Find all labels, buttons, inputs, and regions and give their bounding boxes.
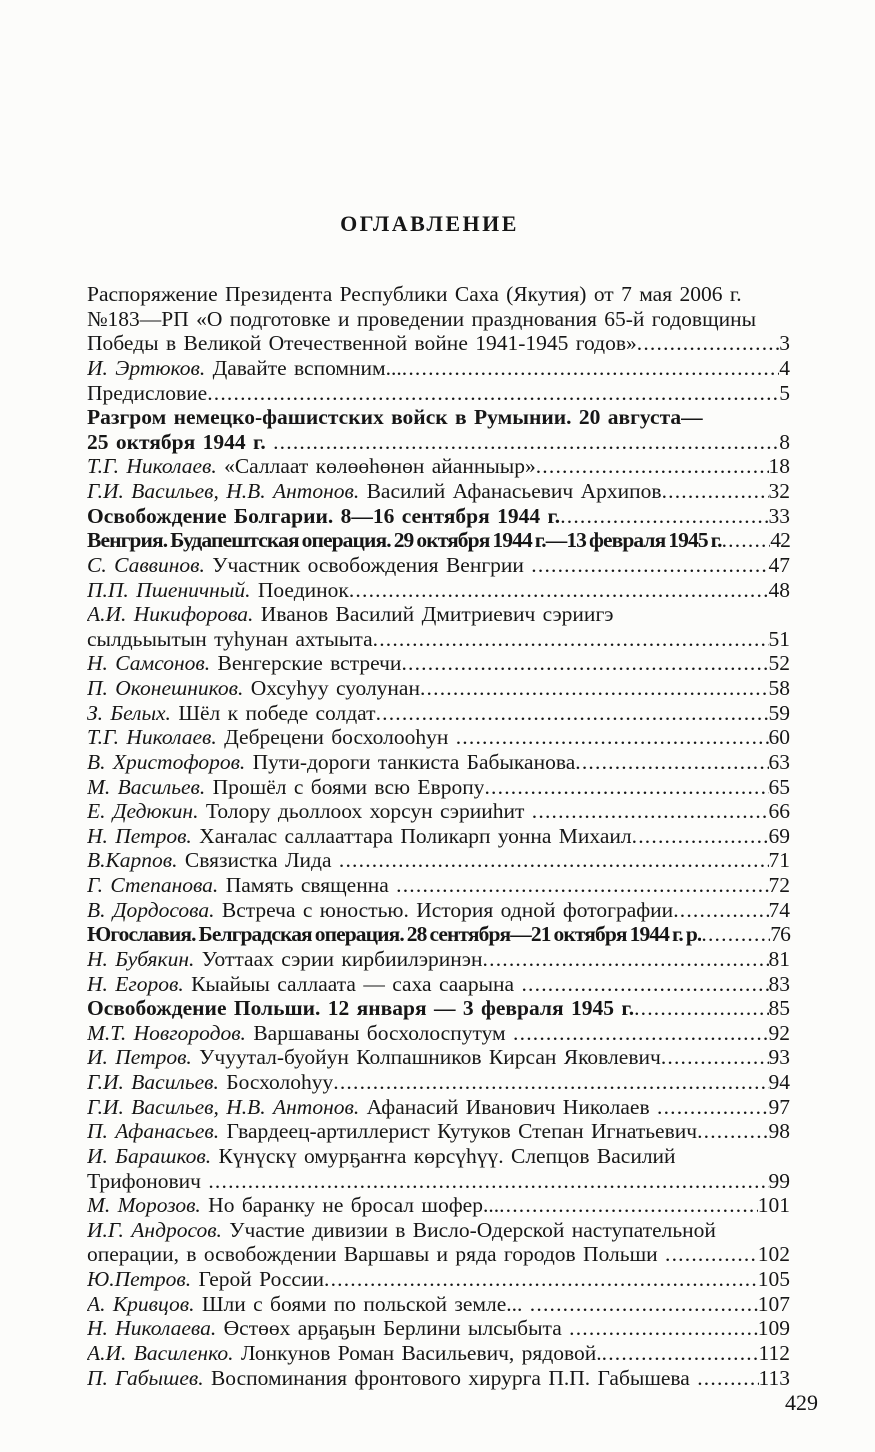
page-ref: 3 — [779, 331, 790, 356]
entry-title: Дебрецени босхолооһун — [216, 725, 456, 750]
page-ref: 66 — [768, 799, 790, 824]
page-title: ОГЛАВЛЕНИЕ — [340, 211, 519, 236]
toc-row — [87, 1341, 790, 1366]
entry-title: Давайте вспомним... — [205, 355, 402, 380]
dot-leader — [657, 1095, 769, 1120]
entry-title: Учуутал-буойун Колпашников Кирсан Яковлевич — [191, 1045, 661, 1070]
dot-leader — [208, 1169, 768, 1194]
dot-leader — [376, 701, 769, 726]
page-ref: 92 — [768, 1020, 790, 1045]
toc-row — [87, 479, 790, 504]
toc-row — [87, 898, 790, 923]
page-ref: 113 — [758, 1365, 790, 1390]
page-ref: 32 — [768, 479, 790, 503]
entry-author: Г.И. Васильев, Н.В. Антонов. — [87, 1094, 360, 1119]
entry-section-heading: Разгром немецко-фашистских войск в Румынии. 20 августа— — [87, 405, 703, 430]
page-ref: 5 — [779, 380, 790, 405]
toc-row — [87, 1070, 790, 1095]
entry-author: П. Афанасьев. — [87, 1119, 220, 1144]
page-ref: 85 — [768, 996, 790, 1021]
entry-author: В. Дордосова. — [87, 897, 215, 922]
toc-row — [87, 750, 790, 775]
entry-author: Г.И. Васильев. — [87, 1070, 219, 1094]
toc-row — [87, 627, 790, 652]
toc-entry-text — [87, 799, 532, 824]
entry-author: М. Морозов. — [87, 1193, 201, 1218]
dot-leader — [531, 553, 768, 578]
page-ref: 42 — [770, 528, 790, 553]
toc-row — [87, 381, 790, 406]
toc-row — [87, 972, 790, 997]
dot-leader — [333, 1070, 768, 1095]
toc-entry-text — [87, 1267, 324, 1292]
entry-title: Трифонович — [87, 1168, 209, 1193]
entry-title: Уоттаах сэрии кирбиилэринэн — [194, 946, 483, 971]
toc-entry-text — [87, 947, 483, 972]
page-ref: 83 — [768, 971, 790, 996]
entry-title: Герой России — [191, 1267, 324, 1291]
page-ref: 93 — [768, 1045, 790, 1070]
page-ref: 98 — [768, 1119, 790, 1144]
dot-leader — [701, 922, 770, 947]
entry-author: И.Г. Андросов. — [87, 1217, 222, 1242]
entry-author: З. Белых. — [87, 700, 171, 725]
toc-row — [87, 331, 790, 356]
dot-leader — [575, 750, 768, 775]
page-ref: 71 — [768, 848, 790, 873]
toc-entry-text — [87, 282, 742, 307]
toc-entry-text — [87, 1292, 530, 1317]
toc-entry-text — [87, 1119, 697, 1144]
dot-leader — [602, 1341, 759, 1366]
toc-entry-text — [87, 1021, 513, 1046]
page-ref: 107 — [757, 1291, 790, 1316]
entry-author: П.П. Пшеничный. — [87, 577, 251, 602]
entry-author: М.Т. Новгородов. — [87, 1020, 246, 1045]
dot-leader — [530, 1292, 758, 1317]
toc-entry-text — [87, 701, 376, 726]
table-of-contents — [87, 282, 790, 1390]
dot-leader — [662, 479, 769, 504]
toc-row — [87, 504, 790, 529]
entry-title: №183—РП «О подготовке и проведении празднования 65-й годовщины — [87, 306, 757, 331]
page-ref: 58 — [768, 676, 790, 700]
entry-title: сылдьыытын туһунан ахтыыта — [87, 626, 373, 651]
dot-leader — [420, 676, 769, 701]
page-ref: 60 — [768, 725, 790, 750]
toc-entry-text — [87, 381, 207, 406]
entry-section-heading: Венгрия. Будапештская операция. 29 октября 1944 г.—13 февраля 1945 г. — [87, 528, 722, 553]
toc-row — [87, 1095, 790, 1120]
entry-title: Афанасий Иванович Николаев — [359, 1094, 657, 1119]
entry-title: Лонкунов Роман Васильевич, рядовой. — [233, 1340, 602, 1365]
toc-entry-text — [87, 430, 273, 455]
toc-entry-text — [87, 848, 339, 873]
entry-title: Но баранку не бросал шофер... — [200, 1193, 500, 1218]
page-ref: 74 — [768, 897, 790, 922]
page-ref: 105 — [757, 1267, 790, 1291]
entry-title: Победы в Великой Отечественной войне 1941-1945 годов» — [87, 331, 637, 356]
toc-entry-text — [87, 528, 722, 553]
entry-title: Пути-дороги танкиста Бабыканова — [245, 749, 576, 774]
dot-leader — [324, 1267, 758, 1292]
page-ref: 8 — [779, 429, 790, 454]
toc-row — [87, 454, 790, 479]
toc-row — [87, 307, 790, 332]
toc-entry-text — [87, 602, 613, 627]
entry-author: Ю.Петров. — [87, 1267, 192, 1291]
toc-row — [87, 824, 790, 849]
dot-leader — [532, 799, 769, 824]
toc-row — [87, 1366, 790, 1391]
entry-author: Г. Степанова. — [87, 873, 219, 897]
toc-entry-text — [87, 676, 420, 701]
toc-entry-text — [87, 996, 634, 1021]
entry-title: Хаҥалас саллааттара Поликарп уонна Михаил — [191, 823, 632, 848]
toc-row — [87, 1144, 790, 1169]
entry-title: операции, в освобождении Варшавы и ряда городов Польши — [87, 1242, 666, 1267]
entry-author: Н. Егоров. — [87, 971, 184, 996]
entry-author: Н. Самсонов. — [87, 651, 211, 676]
toc-entry-text — [87, 356, 402, 381]
folio-page-number: 429 — [785, 1390, 818, 1415]
dot-leader — [560, 504, 768, 529]
dot-leader — [637, 331, 779, 356]
dot-leader — [401, 651, 768, 676]
entry-author: Г.И. Васильев, Н.В. Антонов. — [87, 479, 360, 503]
toc-row — [87, 602, 790, 627]
dot-leader — [396, 873, 768, 898]
dot-leader — [456, 725, 769, 750]
page-ref: 51 — [768, 626, 790, 651]
toc-row — [87, 282, 790, 307]
entry-author: Т.Г. Николаев. — [87, 454, 217, 479]
toc-row — [87, 701, 790, 726]
toc-entry-text — [87, 405, 703, 430]
entry-author: Е. Дедюкин. — [87, 799, 199, 824]
page-ref: 63 — [768, 749, 790, 774]
page-ref: 65 — [768, 774, 790, 799]
page-ref: 47 — [768, 552, 790, 577]
page-ref: 4 — [779, 355, 790, 380]
entry-title: Варшаваны босхолоспутум — [245, 1020, 514, 1045]
toc-entry-text — [87, 750, 575, 775]
toc-entry-text — [87, 1095, 657, 1120]
entry-section-heading: 25 октября 1944 г. — [87, 429, 274, 454]
dot-leader — [665, 1242, 758, 1267]
entry-author: И. Эртюков. — [87, 355, 206, 380]
page-ref: 102 — [757, 1242, 790, 1267]
toc-row — [87, 1267, 790, 1292]
page-ref: 76 — [770, 922, 790, 947]
entry-title: Участник освобождения Венгрии — [204, 552, 532, 577]
entry-author: Н. Бубякин. — [87, 946, 195, 971]
toc-entry-text — [87, 1316, 569, 1341]
page-ref: 18 — [768, 454, 790, 479]
toc-entry-text — [87, 479, 662, 504]
toc-row — [87, 1242, 790, 1267]
toc-row — [87, 996, 790, 1021]
dot-leader — [661, 1045, 769, 1070]
entry-title: Шли с боями по польской земле... — [194, 1291, 530, 1316]
entry-section-heading: Освобождение Болгарии. 8—16 сентября 1944 г. — [87, 503, 561, 528]
entry-title: Гвардеец-артиллерист Кутуков Степан Игнатьевич — [219, 1119, 698, 1144]
entry-title: Босхолоһуу — [218, 1070, 334, 1094]
entry-title: Кыайыы саллаата — саха саарына — [183, 971, 522, 996]
entry-title: Охсуһуу суолунан — [243, 676, 420, 700]
page-ref: 72 — [768, 873, 790, 897]
entry-title: Распоряжение Президента Республики Саха (Якутия) от 7 мая 2006 г. — [87, 282, 742, 306]
toc-entry-text — [87, 873, 396, 898]
dot-leader — [207, 381, 779, 406]
toc-entry-text — [87, 627, 373, 652]
dot-leader — [536, 454, 769, 479]
entry-title: Связистка Лида — [177, 848, 339, 873]
toc-entry-text — [87, 922, 701, 947]
page-ref: 94 — [768, 1070, 790, 1094]
entry-author: И. Петров. — [87, 1045, 192, 1070]
toc-entry-text — [87, 1218, 716, 1243]
toc-row — [87, 651, 790, 676]
toc-row — [87, 676, 790, 701]
toc-entry-text — [87, 553, 531, 578]
toc-entry-text — [87, 972, 521, 997]
page-ref: 81 — [768, 946, 790, 971]
toc-entry-text — [87, 307, 756, 332]
dot-leader — [273, 430, 779, 455]
entry-title: Память священна — [218, 873, 397, 897]
entry-section-heading: Югославия. Белградская операция. 28 сентября—21 октября 1944 г. р. — [87, 922, 702, 947]
entry-author: М. Васильев. — [87, 774, 206, 799]
dot-leader — [722, 528, 771, 553]
page-ref: 59 — [768, 700, 790, 725]
toc-row — [87, 725, 790, 750]
dot-leader — [483, 947, 769, 972]
toc-row — [87, 430, 790, 455]
dot-leader — [339, 848, 769, 873]
toc-row — [87, 356, 790, 381]
toc-row — [87, 1316, 790, 1341]
entry-author: Н. Петров. — [87, 823, 192, 848]
toc-entry-text — [87, 1144, 676, 1169]
toc-row — [87, 1119, 790, 1144]
toc-row — [87, 873, 790, 898]
entry-title: Өстөөх арҕаҕын Берлини ылсыбыта — [216, 1316, 570, 1341]
toc-entry-text — [87, 578, 349, 603]
entry-author: С. Саввинов. — [87, 552, 205, 577]
dot-leader — [484, 775, 768, 800]
toc-entry-text — [87, 504, 560, 529]
toc-row — [87, 1021, 790, 1046]
entry-author: А.И. Никифорова. — [87, 602, 254, 627]
page-ref: 101 — [757, 1193, 790, 1218]
entry-author: А.И. Василенко. — [87, 1340, 234, 1365]
toc-row — [87, 1193, 790, 1218]
dot-leader — [373, 627, 769, 652]
entry-title: Василий Афанасьевич Архипов — [359, 479, 662, 503]
entry-title: Иванов Василий Дмитриевич сэриигэ — [253, 602, 614, 627]
entry-author: А. Кривцов. — [87, 1291, 195, 1316]
toc-row — [87, 1045, 790, 1070]
dot-leader — [569, 1316, 758, 1341]
toc-entry-text — [87, 1169, 208, 1194]
entry-title: Венгерские встречи — [210, 651, 402, 676]
toc-row — [87, 775, 790, 800]
entry-title: Прошёл с боями всю Европу — [205, 774, 485, 799]
entry-title: Толору дьоллоох хорсун сэрииһит — [198, 799, 532, 824]
dot-leader — [697, 1366, 758, 1391]
toc-row — [87, 947, 790, 972]
toc-entry-text — [87, 1341, 602, 1366]
entry-title: Поединок — [250, 577, 349, 602]
entry-title: Күнүскү омурҕаҥҥа көрсүһүү. Слепцов Василий — [211, 1143, 676, 1168]
entry-title: Участие дивизии в Висло-Одерской наступательной — [221, 1217, 716, 1242]
toc-row — [87, 848, 790, 873]
toc-entry-text — [87, 824, 632, 849]
dot-leader — [673, 898, 768, 923]
entry-author: И. Барашков. — [87, 1143, 212, 1168]
entry-title: «Саллаат көлөөһөнөн айанныыр» — [216, 454, 536, 479]
toc-entry-text — [87, 725, 456, 750]
entry-author: Т.Г. Николаев. — [87, 725, 217, 750]
page-ref: 48 — [768, 577, 790, 602]
toc-entry-text — [87, 651, 401, 676]
entry-author: В.Карпов. — [87, 848, 178, 873]
dot-leader — [513, 1021, 768, 1046]
toc-entry-text — [87, 1070, 333, 1095]
page-ref: 109 — [757, 1316, 790, 1341]
toc-row — [87, 578, 790, 603]
toc-row — [87, 1218, 790, 1243]
toc-entry-text — [87, 1045, 661, 1070]
dot-leader — [521, 972, 768, 997]
dot-leader — [499, 1193, 758, 1218]
page-ref: 112 — [758, 1340, 790, 1365]
entry-author: П. Оконешников. — [87, 676, 244, 700]
toc-entry-text — [87, 775, 484, 800]
page-ref: 52 — [768, 651, 790, 676]
toc-entry-text — [87, 1366, 697, 1391]
page-ref: 33 — [768, 503, 790, 528]
toc-row — [87, 553, 790, 578]
dot-leader — [632, 824, 769, 849]
toc-entry-text — [87, 331, 637, 356]
dot-leader — [402, 356, 779, 381]
toc-row — [87, 528, 790, 553]
entry-title: Шёл к победе солдат — [170, 700, 376, 725]
toc-row — [87, 1169, 790, 1194]
toc-row — [87, 799, 790, 824]
toc-entry-text — [87, 898, 673, 923]
page-ref: 97 — [768, 1094, 790, 1119]
toc-entry-text — [87, 454, 536, 479]
entry-author: В. Христофоров. — [87, 749, 246, 774]
entry-author: П. Габышев. — [87, 1365, 204, 1390]
page-ref: 69 — [768, 823, 790, 848]
dot-leader — [349, 578, 769, 603]
dot-leader — [634, 996, 768, 1021]
dot-leader — [697, 1119, 768, 1144]
entry-author: Н. Николаева. — [87, 1316, 217, 1341]
entry-title: Воспоминания фронтового хирурга П.П. Габышева — [203, 1365, 698, 1390]
entry-title: Встреча с юностью. История одной фотографии — [214, 897, 674, 922]
entry-title: Предисловие — [87, 380, 208, 405]
page-ref: 99 — [768, 1168, 790, 1193]
entry-section-heading: Освобождение Польши. 12 января — 3 февраля 1945 г. — [87, 996, 635, 1021]
toc-row — [87, 405, 790, 430]
toc-row — [87, 922, 790, 947]
toc-row — [87, 1292, 790, 1317]
toc-entry-text — [87, 1242, 665, 1267]
toc-entry-text — [87, 1193, 499, 1218]
